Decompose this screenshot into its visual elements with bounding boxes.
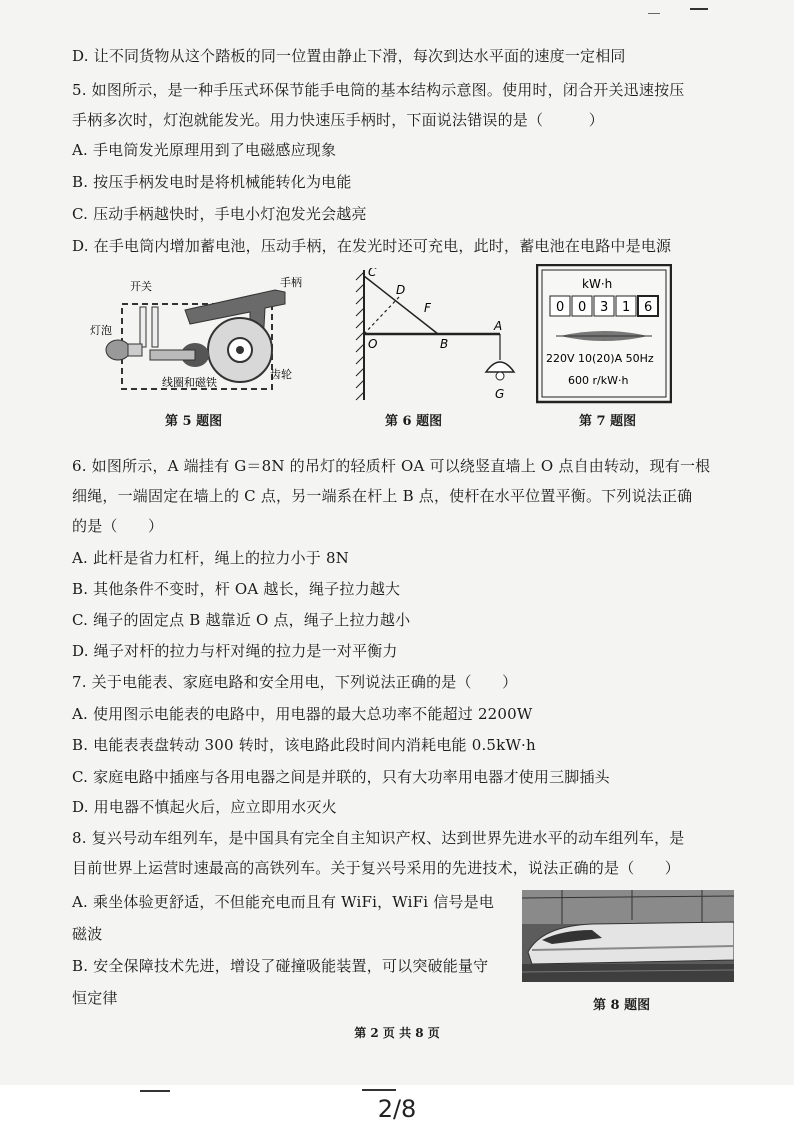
fig7-digit-4: 1 bbox=[622, 300, 631, 315]
q6-option-d: D. 绳子对杆的拉力与杆对绳的拉力是一对平衡力 bbox=[72, 642, 398, 660]
q8-option-b-line1: B. 安全保障技术先进，增设了碰撞吸能装置，可以突破能量守 bbox=[72, 957, 489, 975]
fig7-revolutions: 600 r/kW·h bbox=[568, 374, 629, 387]
figure-6-lever bbox=[352, 268, 522, 403]
q7-option-c: C. 家庭电路中插座与各用电器之间是并联的，只有大功率用电器才使用三脚插头 bbox=[72, 768, 610, 786]
scan-mark bbox=[362, 1089, 396, 1091]
q5-stem-line1: 5. 如图所示，是一种手压式环保节能手电筒的基本结构示意图。使用时，闭合开关迅速按压 bbox=[72, 81, 685, 99]
figure-8-caption: 第 8 题图 bbox=[593, 998, 651, 1013]
figure-5-flashlight bbox=[90, 272, 315, 404]
q5-option-d: D. 在手电筒内增加蓄电池，压动手柄，在发光时还可充电，此时，蓄电池在电路中是电源 bbox=[72, 237, 672, 255]
page-footer: 第 2 页 共 8 页 bbox=[354, 1026, 440, 1040]
page-indicator: 2/8 bbox=[377, 1095, 417, 1123]
fig6-label-o: O bbox=[368, 337, 378, 351]
fig5-label-bulb: 灯泡 bbox=[90, 324, 112, 337]
fig6-label-d: D bbox=[396, 283, 406, 297]
figure-7-caption: 第 7 题图 bbox=[579, 414, 637, 429]
fig5-label-coil: 线圈和磁铁 bbox=[162, 376, 217, 389]
q6-stem-line3: 的是（ ） bbox=[72, 517, 164, 535]
scan-mark bbox=[648, 13, 660, 14]
fig5-label-handle: 手柄 bbox=[280, 276, 302, 289]
fig6-label-b: B bbox=[440, 337, 449, 351]
fig7-digit-5: 6 bbox=[644, 300, 653, 315]
scan-mark bbox=[140, 1090, 170, 1092]
q6-stem-line1: 6. 如图所示，A 端挂有 G＝8N 的吊灯的轻质杆 OA 可以绕竖直墙上 O 点自由转动，现有一根 bbox=[72, 457, 711, 475]
q8-stem-line2: 目前世界上运营时速最高的高铁列车。关于复兴号采用的先进技术，说法正确的是（ ） bbox=[72, 859, 681, 877]
fig6-label-f: F bbox=[424, 301, 431, 315]
fig6-label-g: G bbox=[495, 387, 505, 401]
q6-option-a: A. 此杆是省力杠杆，绳上的拉力小于 8N bbox=[72, 549, 350, 567]
fig7-digit-1: 0 bbox=[556, 300, 565, 315]
q5-stem-line2: 手柄多次时，灯泡就能发光。用力快速压手柄时，下面说法错误的是（ ） bbox=[72, 111, 605, 129]
figure-7-energy-meter bbox=[536, 264, 672, 404]
q7-stem: 7. 关于电能表、家庭电路和安全用电，下列说法正确的是（ ） bbox=[72, 673, 518, 691]
figure-5-caption: 第 5 题图 bbox=[165, 414, 223, 429]
q8-option-a-line1: A. 乘坐体验更舒适，不但能充电而且有 WiFi，WiFi 信号是电 bbox=[72, 893, 495, 911]
fig7-rating: 220V 10(20)A 50Hz bbox=[546, 352, 654, 365]
q8-stem-line1: 8. 复兴号动车组列车，是中国具有完全自主知识产权、达到世界先进水平的动车组列车，是 bbox=[72, 829, 685, 847]
q6-stem-line2: 细绳，一端固定在墙上的 C 点，另一端系在杆上 B 点，使杆在水平位置平衡。下列说法正确 bbox=[72, 487, 693, 505]
q4-option-d: D. 让不同货物从这个踏板的同一位置由静止下滑，每次到达水平面的速度一定相同 bbox=[72, 47, 626, 65]
figure-6-caption: 第 6 题图 bbox=[385, 414, 443, 429]
q5-option-b: B. 按压手柄发电时是将机械能转化为电能 bbox=[72, 173, 352, 191]
q7-option-b: B. 电能表表盘转动 300 转时，该电路此段时间内消耗电能 0.5kW·h bbox=[72, 736, 536, 754]
q5-option-a: A. 手电筒发光原理用到了电磁感应现象 bbox=[72, 141, 337, 159]
fig5-label-gear: 齿轮 bbox=[270, 368, 292, 381]
figure-8-train-photo bbox=[522, 890, 734, 982]
q8-option-b-line2: 恒定律 bbox=[72, 989, 118, 1007]
q7-option-d: D. 用电器不慎起火后，应立即用水灭火 bbox=[72, 798, 337, 816]
fig5-label-switch: 开关 bbox=[130, 280, 152, 293]
scan-mark bbox=[690, 8, 708, 10]
q7-option-a: A. 使用图示电能表的电路中，用电器的最大总功率不能超过 2200W bbox=[72, 705, 533, 723]
fig7-digit-3: 3 bbox=[600, 300, 609, 315]
fig7-unit: kW·h bbox=[582, 277, 613, 291]
q8-option-a-line2: 磁波 bbox=[72, 925, 103, 943]
q6-option-c: C. 绳子的固定点 B 越靠近 O 点，绳子上拉力越小 bbox=[72, 611, 411, 629]
q5-option-c: C. 压动手柄越快时，手电小灯泡发光会越亮 bbox=[72, 205, 367, 223]
fig6-label-a: A bbox=[494, 319, 503, 333]
fig6-label-c: C bbox=[368, 268, 377, 279]
fig7-digit-2: 0 bbox=[578, 300, 587, 315]
q6-option-b: B. 其他条件不变时，杆 OA 越长，绳子拉力越大 bbox=[72, 580, 401, 598]
